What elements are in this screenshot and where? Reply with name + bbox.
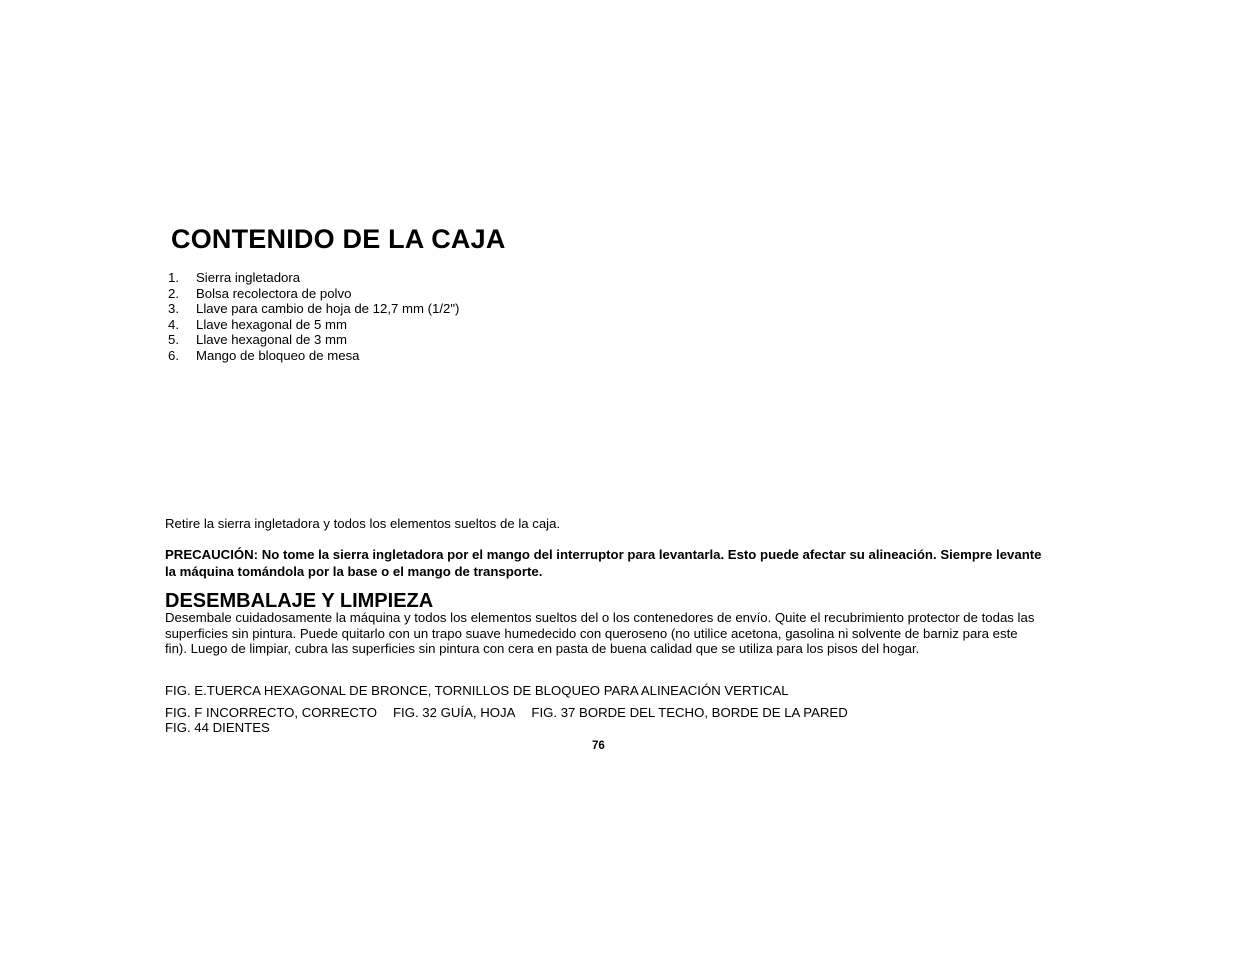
unpacking-paragraph: Desembale cuidadosamente la máquina y todos los elementos sueltos del o los contenedores de envío. Quite el recubrimiento protector de todas las superficies sin pintura. Puede quitarlo con un trapo suave humedecido con queroseno (no utilice acetona, gasolina ni solvente de barniz para este fin). Luego de limpiar, cubra las superficies sin pintura con cera en pasta de buena calidad que se utiliza para los pisos del hogar. bbox=[165, 610, 1035, 657]
figure-caption-e: FIG. E.TUERCA HEXAGONAL DE BRONCE, TORNILLOS DE BLOQUEO PARA ALINEACIÓN VERTICAL bbox=[165, 683, 789, 698]
list-item bbox=[168, 286, 459, 302]
list-item bbox=[168, 270, 459, 286]
list-item-text: Llave para cambio de hoja de 12,7 mm (1/2") bbox=[196, 301, 460, 317]
caution-warning: PRECAUCIÓN: No tome la sierra ingletadora por el mango del interruptor para levantarla. Esto puede afectar su alineación. Siempre levante la máquina tomándola por la base o el mango de transporte. bbox=[165, 547, 1042, 579]
list-item-text: Sierra ingletadora bbox=[196, 270, 301, 285]
box-contents-list bbox=[168, 270, 459, 364]
list-item-number: 2. bbox=[168, 285, 179, 301]
figure-caption-32: FIG. 32 GUÍA, HOJA bbox=[393, 705, 516, 720]
list-item bbox=[168, 317, 459, 333]
list-item bbox=[168, 348, 459, 364]
list-item-number: 1. bbox=[168, 270, 179, 285]
list-item-text: Llave hexagonal de 3 mm bbox=[196, 332, 348, 348]
list-item-text: Bolsa recolectora de polvo bbox=[196, 285, 352, 301]
figure-caption-44: FIG. 44 DIENTES bbox=[165, 720, 270, 735]
section-heading-unpacking: DESEMBALAJE Y LIMPIEZA bbox=[165, 590, 434, 612]
page-title: CONTENIDO DE LA CAJA bbox=[171, 224, 506, 254]
list-item-number: 4. bbox=[168, 316, 179, 332]
remove-instruction: Retire la sierra ingletadora y todos los elementos sueltos de la caja. bbox=[165, 516, 561, 531]
list-item-text: Mango de bloqueo de mesa bbox=[196, 347, 360, 363]
list-item-text: Llave hexagonal de 5 mm bbox=[196, 316, 348, 332]
figure-caption-37: FIG. 37 BORDE DEL TECHO, BORDE DE LA PARED bbox=[531, 705, 848, 720]
figure-caption-f: FIG. F INCORRECTO, CORRECTO bbox=[165, 705, 377, 720]
figure-captions-row bbox=[165, 705, 864, 721]
list-item-number: 3. bbox=[168, 301, 179, 317]
page-number: 76 bbox=[592, 740, 605, 752]
list-item bbox=[168, 301, 459, 317]
list-item-number: 6. bbox=[168, 347, 179, 363]
list-item-number: 5. bbox=[168, 332, 179, 348]
list-item bbox=[168, 332, 459, 348]
